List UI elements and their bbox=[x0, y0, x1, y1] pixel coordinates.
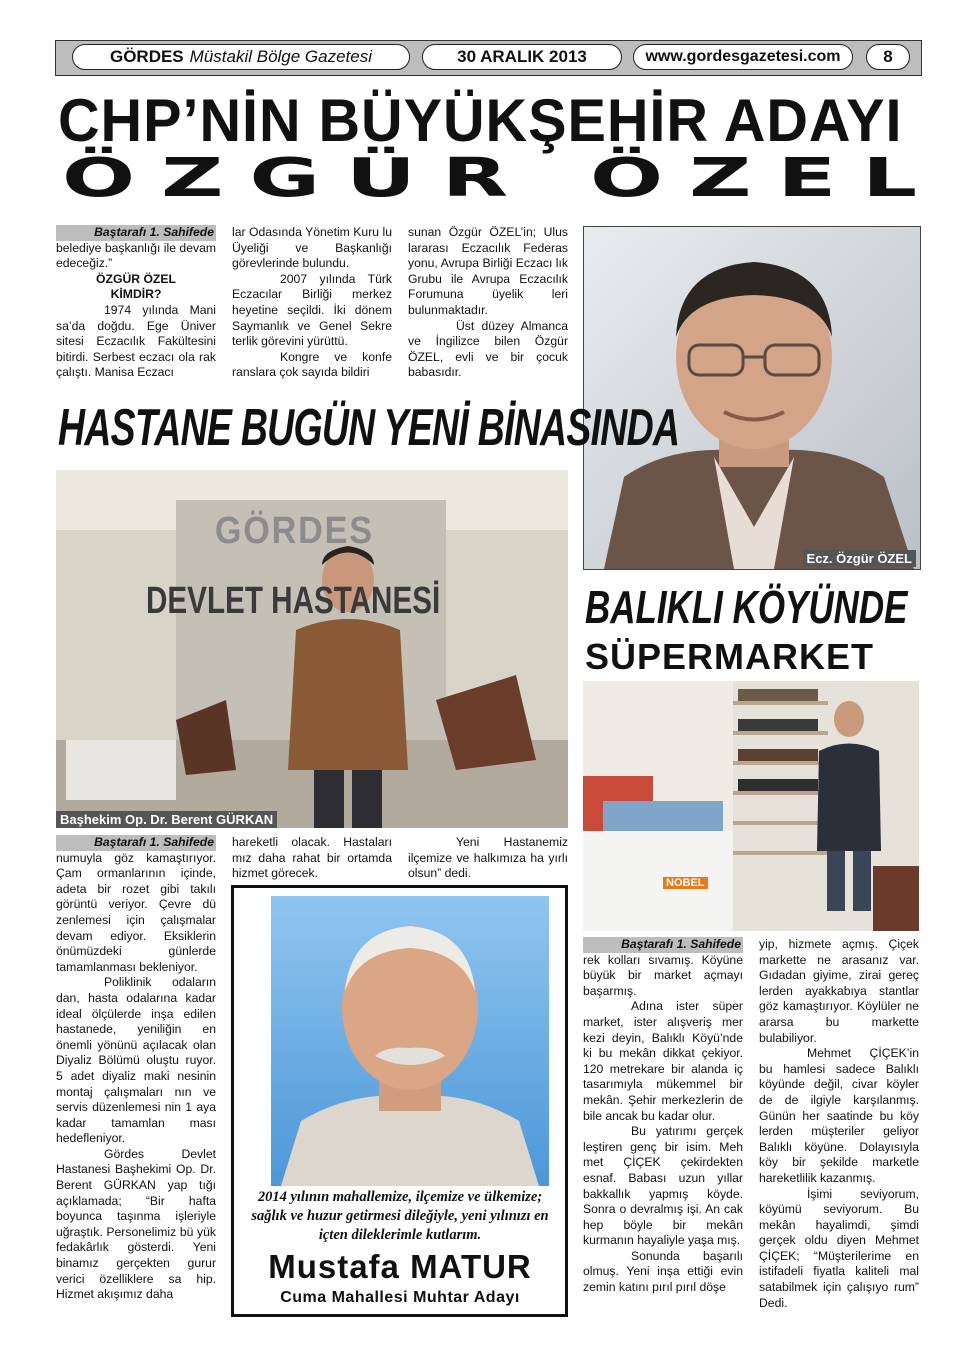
story3-paragraph: Bu yatırımı gerçek leştiren genç bir isim. Meh met ÇİÇEK çekirdekten esnaf. Babası uzun yıllar bakkallık yapmış köyde. Sonra o devralmış işi. An cak hep böyle bir mekân kurmanın hayaliyle yaşa mış. bbox=[583, 1124, 743, 1248]
story3-paragraph: Sonunda başarılı olmuş. Yeni inşa ettiği evin zemin katını pırıl pırıl döşe bbox=[583, 1248, 743, 1295]
ad-greeting: 2014 yılının mahallemize, ilçemize ve ülkemize; sağlık ve huzur getirmesi dileğiyle, yeni yılınızı en içten dileklerimle kutlarım. bbox=[251, 1189, 549, 1243]
nobel-box-label: NOBEL bbox=[663, 877, 708, 889]
story1-paragraph: sunan Özgür ÖZEL’in; Ulus lararası Eczacılık Federas yonu, Avrupa Birliği Eczacı lık Grubu ile Avrupa Eczacılık Forumuna üyelik leri bulunmaktadır. bbox=[408, 225, 568, 317]
website-link[interactable]: www.gordesgazetesi.com bbox=[633, 44, 853, 70]
story3-paragraph: Adına ister süper market, ister alışveriş mer kezi deyin, Balıklı Köyü’nde ki bu mekân dikkat çekiyor. 120 metrekare bir alanda iç tasarımıyla mükemmel bir mekân. Şehir merkezlerin de bile ancak bu kadar olur. bbox=[583, 999, 743, 1123]
ad-candidate-role: Cuma Mahallesi Muhtar Adayı bbox=[280, 1289, 520, 1306]
supermarket-photo bbox=[583, 681, 919, 931]
hospital-sign-devlet: DEVLET HASTANESİ bbox=[146, 580, 441, 622]
story1-paragraph: Kongre ve konfe ranslara çok sayıda bildiri bbox=[232, 349, 392, 380]
paper-name: GÖRDES bbox=[109, 47, 184, 66]
page-number: 8 bbox=[866, 44, 910, 70]
issue-date: 30 ARALIK 2013 bbox=[422, 44, 622, 70]
story2-paragraph: Yeni Hastanemiz ilçemize ve halkımıza ha yırlı olsun” dedi. bbox=[408, 835, 568, 881]
story1-column-2 bbox=[232, 225, 392, 381]
hospital-photo-caption: Başhekim Op. Dr. Berent GÜRKAN bbox=[56, 811, 277, 828]
supermarket-illustration bbox=[583, 681, 919, 931]
story1-paragraph: 1974 yılında Mani sa’da doğdu. Ege Üniver sitesi Eczacılık Fakültesini bitirdi. Serbest eczacı ola rak çalıştı. Manisa Eczacı bbox=[56, 302, 216, 380]
headline-supermarket: SÜPERMARKET bbox=[585, 636, 875, 677]
story3-column-1 bbox=[583, 937, 743, 1296]
mustafa-matur-photo bbox=[271, 896, 549, 1186]
headline-hospital: HASTANE BUGÜN YENİ BİNASINDA bbox=[58, 399, 680, 457]
story1-subhead: KİMDİR? bbox=[110, 287, 162, 302]
story3-paragraph: yip, hizmete açmış. Çiçek markette ne arasanız var. Gıdadan giyime, zirai gereç lerden ayakkabıya stantlar göz kamaştırıyor. Köylüler ne ararsa bu markette bulabiliyor. bbox=[759, 937, 919, 1045]
story1-subhead: ÖZGÜR ÖZEL bbox=[96, 271, 176, 286]
story1-paragraph: lar Odasında Yönetim Kuru lu Üyeliği ve Başkanlığı görevlerinde bulundu. bbox=[232, 225, 392, 271]
story2-paragraph: Poliklinik odaların dan, hasta odalarına kadar ideal ölçülerde inşa edilen hastanede, yeniliğin en önemli yönünü açılacak olan Diyaliz Bölümü oluştu ruyor. 5 adet diyaliz maki nesinin montaj çalışmaları nın ve servis düzenlemesi nin 1 aya kadar tamamlan ması hedefleniyor. bbox=[56, 975, 216, 1146]
continued-label: Baştarafı 1. Sahifede bbox=[583, 937, 743, 953]
story1-paragraph: 2007 yılında Türk Eczacılar Birliği merkez heyetine seçildi. İki dönem Saymanlık ve Genel Sekre terlik görevini yürüttü. bbox=[232, 271, 392, 349]
candidate-illustration bbox=[271, 896, 549, 1186]
story3-paragraph: rek kolları sıvamış. Köyüne büyük bir market açmayı başarmış. bbox=[583, 952, 743, 998]
story3-column-2 bbox=[759, 937, 919, 1311]
story2-paragraph: hareketli olacak. Hastaları mız daha rahat bir ortamda hizmet görecek. bbox=[232, 835, 392, 881]
hospital-lobby-photo bbox=[56, 470, 568, 828]
story2-column-2 bbox=[232, 835, 392, 882]
story1-column-1 bbox=[56, 225, 216, 381]
story3-paragraph: Mehmet ÇİÇEK’in bu hamlesi sadece Balıklı köyünde değil, civar köyler de de ilgiyle karşılanmış. Günün her saatinde bu köy lerden müşteriler geliyor Balıklı köyüne. Dolayısıyla köy bir şekilde marketle hareketlilik kazanmış. bbox=[759, 1046, 919, 1185]
story2-paragraph: numuyla göz kamaştırıyor. Çam ormanlarının içinde, adeta bir rozet gibi takılı görüntü veriyor. Çevre dü zenlemesi için çalışmalar devam ediyor. Eksiklerin önümüzdeki günlerde tamamlanması bekleniyor. bbox=[56, 850, 216, 974]
headline-chp-candidate: CHP’NİN BÜYÜKŞEHİR ADAYI bbox=[58, 87, 903, 154]
headline-ozgur-ozel: ÖZGÜR ÖZEL bbox=[62, 146, 944, 209]
story1-paragraph: Üst düzey Almanca ve İngilizce bilen Özgür ÖZEL, evli ve bir çocuk babasıdır. bbox=[408, 318, 568, 380]
portrait-caption: Ecz. Özgür ÖZEL bbox=[803, 550, 916, 567]
story2-paragraph: Gördes Devlet Hastanesi Başhekimi Op. Dr. Berent GÜRKAN yap tığı açıklamada; “Bir hafta boyunca taşınma işleriyle uğraştık. Personelimiz bü yük fedakârlık gösterdi. Yeni binamız gerçekten gurur verici özelliklere sa hip. Hizmet akışımız daha bbox=[56, 1146, 216, 1302]
headline-balikli: BALIKLI KÖYÜNDE bbox=[585, 581, 908, 633]
continued-label: Baştarafı 1. Sahifede bbox=[56, 835, 216, 851]
story2-column-1 bbox=[56, 835, 216, 1303]
continued-label: Baştarafı 1. Sahifede bbox=[56, 225, 216, 241]
hospital-sign-gordes: GÖRDES bbox=[214, 510, 374, 552]
paper-subtitle: Müstakil Bölge Gazetesi bbox=[189, 47, 373, 66]
story2-column-3 bbox=[408, 835, 568, 882]
ad-candidate-name: Mustafa MATUR bbox=[268, 1248, 532, 1285]
story1-column-3 bbox=[408, 225, 568, 381]
story3-paragraph: İşimi seviyorum, köyümü seviyorum. Bu mekân hayalimdi, şimdi gerçek oldu diyen Mehmet ÇİÇEK; “Müşterilerime en istifadeli fiyatla kaliteli mal satabilmek için çalışıyo rum” Dedi. bbox=[759, 1186, 919, 1310]
story1-paragraph: belediye başkanlığı ile devam edeceğiz.” bbox=[56, 240, 216, 271]
paper-name-pill bbox=[72, 44, 410, 70]
